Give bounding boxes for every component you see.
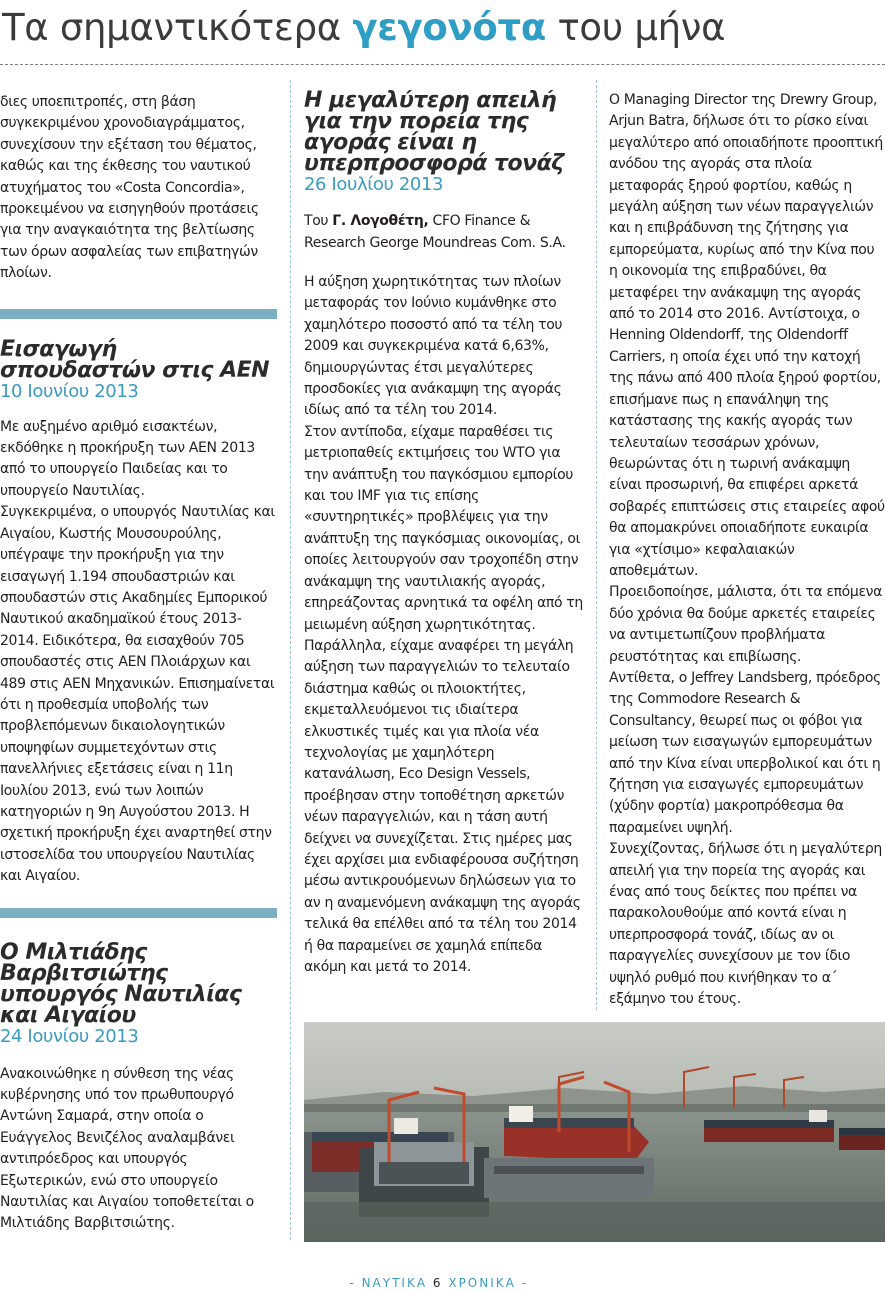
page-number: 6 xyxy=(432,1276,443,1290)
page-title-pre: Τα σημαντικότερα xyxy=(2,6,353,49)
article-market-date: 26 Ιουλίου 2013 xyxy=(304,174,444,195)
article-minister-title: Ο Μιλτιάδης Βαρβιτσιώτης υπουργός Ναυτιλίας και Αιγαίου xyxy=(0,939,242,1028)
footer-dash-right: - xyxy=(515,1276,528,1290)
article-minister-body: Ανακοινώθηκε η σύνθεση της νέας κυβέρνησης υπό τον πρωθυπουργό Αντώνη Σαμαρά, στην οποία ο Ευάγγελος Βενιζέλος αναλαμβάνει αντιπρόεδρος και υπουργός Εξωτερικών, ενώ στο υπουργείο Ναυτιλίας και Αιγαίου τοποθετείται ο Μιλτιάδης Βαρβιτσιώτης. xyxy=(0,1065,254,1232)
column-divider-1 xyxy=(290,80,291,1240)
middle-column xyxy=(304,90,584,1010)
column-divider-2 xyxy=(596,80,597,1010)
page-title-post: του μήνα xyxy=(546,6,726,49)
page-title-highlight: γεγονότα xyxy=(352,6,546,49)
section-bar-2 xyxy=(0,908,277,918)
article-aen-title: Εισαγωγή σπουδαστών στις ΑΕΝ xyxy=(0,336,270,383)
right-column xyxy=(609,90,885,1010)
byline-prefix: Του xyxy=(304,213,333,229)
article-market-continued: Ο Managing Director της Drewry Group, Arjun Batra, δήλωσε ότι το ρίσκο είναι μεγαλύτερο από οποιαδήποτε προοπτική ανόδου της αγοράς στα πλοία μεταφοράς ξηρού φορτίου, καθώς η μεγάλη αύξηση των νέων παραγγελιών και η επιβράδυνση της ζήτησης για εμπορεύματα, κυρίως από την Κίνα που η οικονομία της επιβραδύνει, θα μεταφέρει την ανάκαμψη της αγοράς από το 2014 στο 2016. Αντίστοιχα, ο Henning Oldendorff, της Oldendorff Carriers, η οποία έχει υπό την κατοχή της πάνω από 400 πλοία ξηρού φορτίου, επισήμανε πως η επανάληψη της κατάστασης της κακής αγοράς των τελευταίων τεσσάρων χρόνων, θεωρώντας ότι η τωρινή ανάκαμψη είναι προσωρινή, θα επιφέρει αρκετά σοβαρές επιπτώσεις στις εταιρείες αφού θα απομακρύνει οποιαδήποτε ευκαιρία για «χτίσιμο» κεφαλαιακών αποθεμάτων. Προειδοποίησε, μάλιστα, ότι τα επόμενα δύο χρόνια θα δούμε αρκετές εταιρείες να αντιμετωπίζουν προβλήματα ρευστότητας και επιβίωσης. Αντίθετα, ο Jeffrey Landsberg, πρόεδρος της Commodore Research & Consultancy, θεωρεί πως οι φόβοι για μείωση των εισαγωγών εμπορευμάτων από την Κίνα είναι υπερβολικοί και ότι η ζήτηση για εισαγωγές εμπορευμάτων (χύδην φορτία) μακροπρόθεσμα θα παραμείνει υψηλή. Συνεχίζοντας, δήλωσε ότι η μεγαλύτερη απειλή για την πορεία της αγοράς και ένας από τους δείκτες που πρέπει να παρακολουθούμε από κοντά είναι η υπερπροσφορά τονάζ, ιδίως αν οι παραγγελίες συνεχίσουν με τον ίδιο υψηλό ρυθμό που κινήθηκαν το α΄ εξάμηνο του έτους. xyxy=(609,92,885,1008)
byline-affiliation: CFO Finance & Research George Moundreas Com. S.A. xyxy=(304,213,566,251)
section-bar-1 xyxy=(0,309,277,319)
intro-paragraph: διες υποεπιτροπές, στη βάση συγκεκριμένου χρονοδιαγράμματος, συνεχίσουν την εξέταση του θέματος, καθώς και της έκθεσης του ναυτικού ατυχήματος του «Costa Concordia», προκειμένου να εισηγηθούν προτάσεις για την αναγκαιότητα της βελτίωσης των όρων ασφαλείας των επιβατηγών πλοίων. xyxy=(0,94,259,282)
article-minister-date: 24 Ιουνίου 2013 xyxy=(0,1025,139,1047)
left-column xyxy=(0,80,277,1240)
article-aen-body: Με αυξημένο αριθμό εισακτέων, εκδόθηκε η προκήρυξη των ΑΕΝ 2013 από το υπουργείο Παιδείας και το υπουργείο Ναυτιλίας. Συγκεκριμένα, ο υπουργός Ναυτιλίας και Αιγαίου, Κωστής Μουσουρούλης, υπέγραψε την προκήρυξη για την εισαγωγή 1.194 σπουδαστριών και σπουδαστών στις Ακαδημίες Εμπορικού Ναυτικού ακαδημαϊκού έτους 2013-2014. Ειδικότερα, θα εισαχθούν 705 σπουδαστές στις ΑΕΝ Πλοιάρχων και 489 στις ΑΕΝ Μηχανικών. Επισημαίνεται ότι η προθεσμία υποβολής των προβλεπόμενων δικαιολογητικών υποψηφίων συμμετεχόντων στις πανελλήνιες εξετάσεις είναι η 11η Ιουλίου 2013, ενώ των λοιπών κατηγοριών η 9η Αυγούστου 2013. Η σχετική προκήρυξη έχει αναρτηθεί στην ιστοσελίδα του υπουργείου Ναυτιλίας και Αιγαίου. xyxy=(0,418,275,885)
shipyard-photo xyxy=(304,1022,885,1242)
article-market-title: Η μεγαλύτερη απειλή για την πορεία της αγοράς είναι η υπερπροσφορά τονάζ xyxy=(304,90,564,176)
footer-dash-left: - xyxy=(349,1276,362,1290)
article-market-body: Η αύξηση χωρητικότητας των πλοίων μεταφοράς τον Ιούνιο κυμάνθηκε στο χαμηλότερο ποσοστό από τα τέλη του 2009 και συγκεκριμένα κατά 6,63%, δημιουργώντας έτσι μεγαλύτερες προσδοκίες για ανάκαμψη της αγοράς ιδίως από τα τέλη του 2014. Στον αντίποδα, είχαμε παραθέσει τις μετριοπαθείς εκτιμήσεις του WTO για την ανάπτυξη του παγκόσμιου εμπορίου και του IMF για τις επίσης «συντηρητικές» προβλέψεις για την ανάπτυξη της παγκόσμιας οικονομίας, οι οποίες λειτουργούν σαν τροχοπέδη στην ανάκαμψη της ναυτιλιακής αγοράς, επηρεάζοντας αρνητικά τα οφέλη από τη μειωμένη αύξηση χωρητικότητας. Παράλληλα, είχαμε αναφέρει τη μεγάλη αύξηση των παραγγελιών το τελευταίο διάστημα καθώς οι πλοιοκτήτες, εκμεταλλευόμενοι τις ιδιαίτερα ελκυστικές τιμές και για πλοία νέα τεχνολογίας με χαμηλότερη κατανάλωση, Eco Design Vessels, προέβησαν στην τοποθέτηση αρκετών νέων παραγγελιών, και η τάση αυτή δείχνει να συνεχίζεται. Στις ημέρες μας έχει αρχίσει μια ενδιαφέρουσα συζήτηση μέσω αντικρουόμενων δηλώσεων για το αν η αναμενόμενη ανάκαμψη της αγοράς τελικά θα επέλθει από τα τέλη του 2014 ή θα παραμείνει σε χαμηλά επίπεδα ακόμη και μετά το 2014. xyxy=(304,274,583,975)
footer-word-1: ΝΑΥΤΙΚΑ xyxy=(361,1276,428,1290)
article-minister xyxy=(0,939,277,1235)
article-aen xyxy=(0,336,277,888)
byline-author: Γ. Λογοθέτη, xyxy=(332,213,429,229)
page-header xyxy=(0,2,885,62)
article-aen-date: 10 Ιουνίου 2013 xyxy=(0,380,139,402)
footer-word-2: ΧΡΟΝΙΚΑ xyxy=(448,1276,516,1290)
header-divider xyxy=(0,64,885,65)
page-footer xyxy=(0,1272,885,1291)
page-title xyxy=(2,6,725,49)
article-market-byline xyxy=(304,210,584,254)
